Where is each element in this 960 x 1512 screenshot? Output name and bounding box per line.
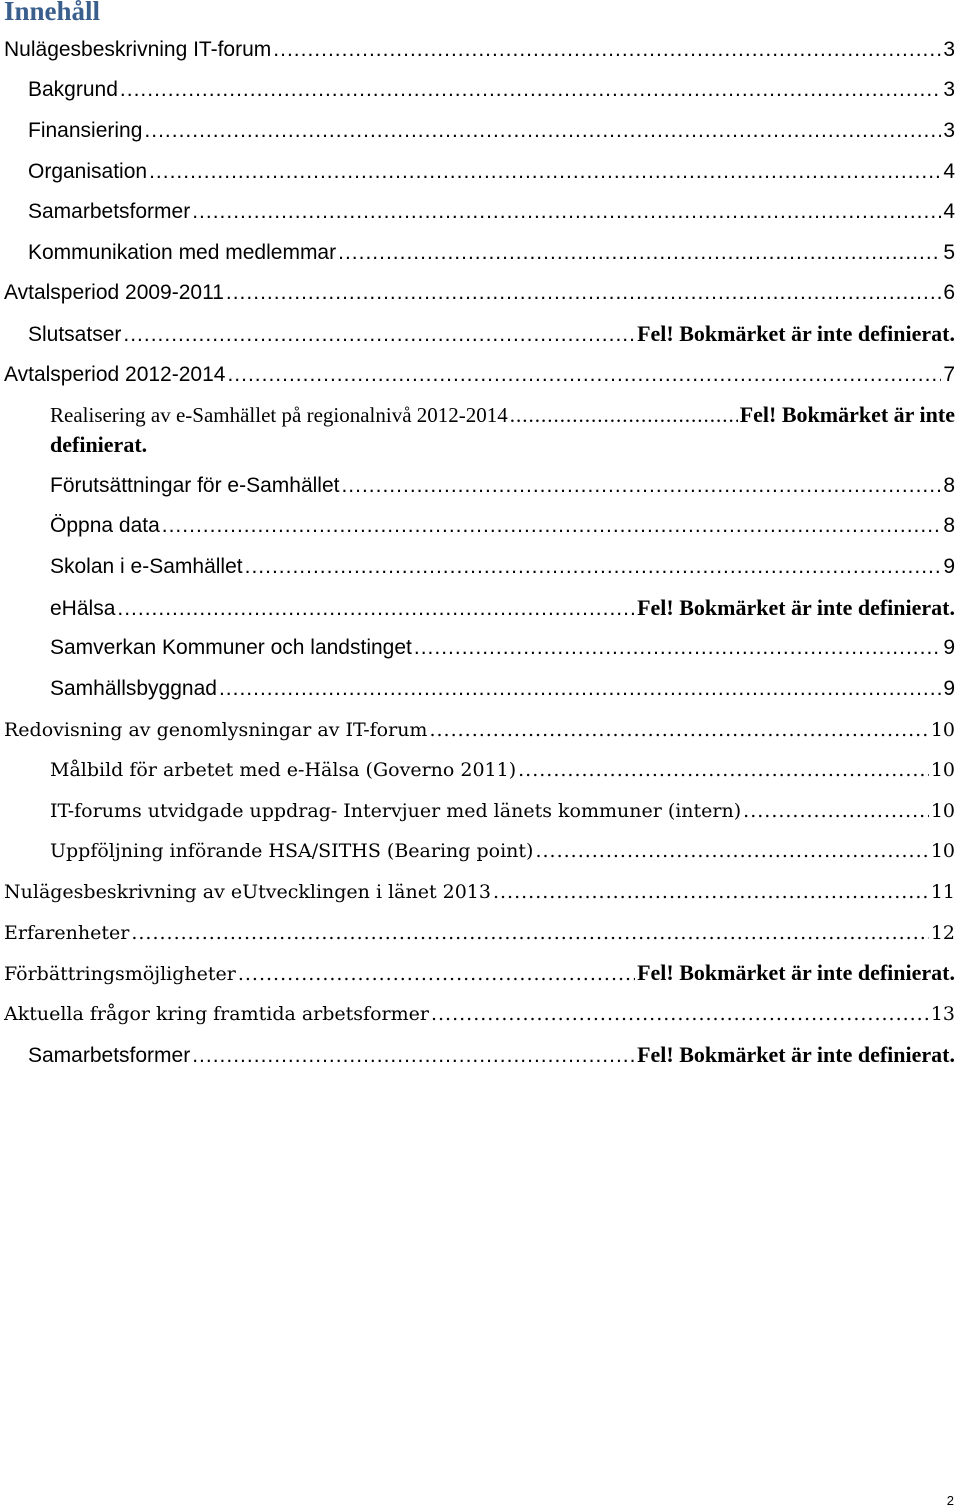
toc-entry-page: 12 — [930, 922, 955, 944]
toc-entry-page: 9 — [943, 677, 955, 700]
toc-entry[interactable] — [28, 1035, 955, 1075]
toc-entry[interactable] — [28, 314, 955, 354]
toc-entry[interactable] — [28, 192, 955, 232]
dot-leader — [123, 315, 635, 355]
toc-entry[interactable] — [4, 30, 955, 70]
toc-entry-title: Aktuella frågor kring framtida arbetsformer — [4, 1003, 429, 1025]
toc-entry-error: Fel! Bokmärket är inte definierat. — [637, 321, 955, 346]
toc-entry-title: Målbild för arbetet med e-Hälsa (Governo 2011) — [50, 759, 517, 781]
toc-entry-page: 13 — [930, 1003, 955, 1025]
toc-entry[interactable] — [4, 994, 955, 1034]
toc-entry-page: 9 — [943, 636, 955, 659]
toc-entry-page: 9 — [943, 555, 955, 578]
dot-leader — [273, 30, 941, 70]
toc-entry-title: Förbättringsmöjligheter — [4, 963, 236, 985]
toc-entry[interactable] — [28, 70, 955, 110]
dot-leader — [149, 152, 941, 192]
toc-entry[interactable] — [4, 273, 955, 313]
toc-entry-title: Skolan i e-Samhället — [50, 555, 243, 578]
toc-entry-page: 3 — [943, 78, 955, 101]
dot-leader — [120, 70, 941, 110]
toc-entry-title: Erfarenheter — [4, 922, 130, 944]
toc-entry-title: Avtalsperiod 2009-2011 — [4, 281, 224, 304]
toc-entry-title: Redovisning av genomlysningar av IT-forum — [4, 719, 428, 741]
toc-entry[interactable] — [50, 466, 955, 506]
toc-entry[interactable] — [28, 152, 955, 192]
toc-entry-page: 8 — [943, 474, 955, 497]
dot-leader — [414, 628, 941, 668]
toc-entry-title: Realisering av e-Samhället på regionalnivå 2012-2014 — [50, 403, 508, 427]
toc-entry[interactable] — [50, 791, 955, 831]
toc-entry-error: Fel! Bokmärket är inte — [739, 402, 955, 427]
toc-entry-title: Finansiering — [28, 119, 143, 142]
toc-entry-page: 5 — [943, 241, 955, 264]
dot-leader — [192, 1036, 635, 1076]
toc-entry-page: 10 — [930, 840, 955, 862]
toc-entry-error: Fel! Bokmärket är inte definierat. — [637, 960, 955, 985]
toc-entry-page: 10 — [930, 759, 955, 781]
toc-entry-error: Fel! Bokmärket är inte definierat. — [637, 1042, 955, 1067]
dot-leader — [518, 750, 929, 790]
toc-entry-page: 8 — [943, 514, 955, 537]
toc-entry[interactable] — [50, 588, 955, 628]
toc-entry-title: Kommunikation med medlemmar — [28, 241, 337, 264]
toc-entry-title: eHälsa — [50, 597, 116, 620]
toc-entry[interactable] — [50, 669, 955, 709]
toc-entry-title: Samverkan Kommuner och landstinget — [50, 636, 412, 659]
toc-entry[interactable] — [28, 111, 955, 151]
toc-entry-title: Öppna data — [50, 514, 160, 537]
toc-entry-title: Samarbetsformer — [28, 200, 191, 223]
toc-entry[interactable] — [4, 872, 955, 912]
toc-entry[interactable] — [50, 831, 955, 871]
toc-entry-title: Bakgrund — [28, 78, 118, 101]
dot-leader — [493, 872, 929, 912]
toc-entry-title: Nulägesbeskrivning IT-forum — [4, 38, 272, 61]
dot-leader — [431, 994, 929, 1034]
toc-entry[interactable] — [4, 913, 955, 953]
toc-entry-title: Samhällsbyggnad — [50, 677, 217, 700]
toc-entry-title: Organisation — [28, 160, 148, 183]
toc-entry-page: 6 — [943, 281, 955, 304]
toc-entry-page: 11 — [930, 881, 955, 903]
toc-entry-title: Nulägesbeskrivning av eUtvecklingen i länet 2013 — [4, 881, 491, 903]
dot-leader — [535, 831, 928, 871]
dot-leader — [192, 192, 941, 232]
toc-entry-page: 4 — [943, 160, 955, 183]
toc-entry[interactable] — [50, 750, 955, 790]
dot-leader — [131, 913, 928, 953]
toc-entry-error-continued: definierat. — [50, 432, 148, 457]
dot-leader — [226, 273, 941, 313]
toc-entry-page: 10 — [930, 719, 955, 741]
toc-entry-title: Förutsättningar för e-Samhället — [50, 474, 340, 497]
dot-leader — [510, 395, 738, 435]
toc-entry-page: 10 — [930, 800, 955, 822]
toc-entry-page: 3 — [943, 38, 955, 61]
toc-entry-title: Uppföljning införande HSA/SITHS (Bearing point) — [50, 840, 534, 862]
toc-entry[interactable] — [50, 628, 955, 668]
toc-entry-page: 4 — [943, 200, 955, 223]
toc-entry-page: 7 — [943, 363, 955, 386]
toc-entry[interactable] — [28, 233, 955, 273]
dot-leader — [338, 233, 941, 273]
dot-leader — [144, 111, 941, 151]
dot-leader — [162, 506, 942, 546]
toc-entry[interactable] — [4, 953, 955, 993]
toc-entry-title: Avtalsperiod 2012-2014 — [4, 363, 226, 386]
dot-leader — [117, 589, 635, 629]
toc-entry[interactable] — [4, 710, 955, 750]
toc-entry-title: Slutsatser — [28, 323, 122, 346]
dot-leader — [219, 669, 941, 709]
toc-entry-error: Fel! Bokmärket är inte definierat. — [637, 595, 955, 620]
dot-leader — [743, 791, 929, 831]
footer-page-number: 2 — [946, 1493, 954, 1508]
toc-entry-title: IT-forums utvidgade uppdrag- Intervjuer med länets kommuner (intern) — [50, 800, 742, 822]
toc-entry-page: 3 — [943, 119, 955, 142]
toc-entry[interactable] — [50, 547, 955, 587]
toc-entry[interactable] — [4, 355, 955, 395]
toc-heading: Innehåll — [4, 0, 101, 26]
toc-entry-title: Samarbetsformer — [28, 1044, 191, 1067]
dot-leader — [238, 954, 635, 994]
dot-leader — [245, 547, 942, 587]
dot-leader — [429, 710, 928, 750]
dot-leader — [227, 355, 941, 395]
toc-entry[interactable] — [50, 506, 955, 546]
dot-leader — [341, 466, 941, 506]
toc-entry[interactable] — [50, 395, 955, 435]
